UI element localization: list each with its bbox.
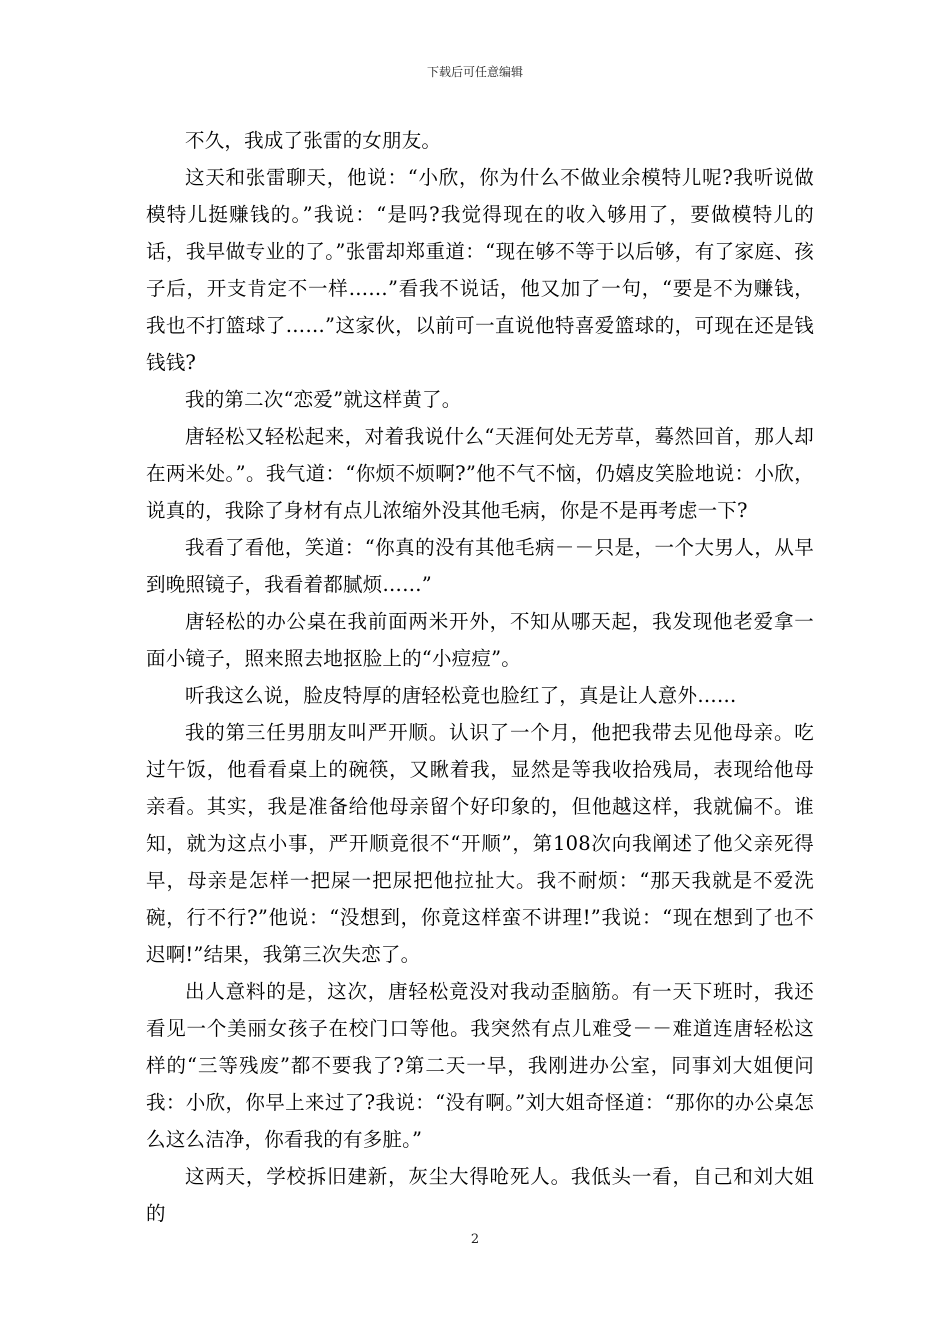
paragraph: 不久，我成了张雷的女朋友。 [185,129,442,152]
paragraph: 我的第二次“恋爱”就这样黄了。 [185,388,462,411]
paragraph: 这两天，学校拆旧建新，灰尘大得呛死人。我低头一看，自己和刘大姐的 [146,1165,814,1225]
page-number: 2 [470,1232,480,1247]
paragraph: 唐轻松的办公桌在我前面两米开外，不知从哪天起，我发现他老爱拿一面小镜子，照来照去地抠脸上的“小痘痘”。 [146,610,814,670]
paragraph: 这天和张雷聊天，他说：“小欣，你为什么不做业余模特儿呢?我听说做模特儿挺赚钱的。”我说：“是吗?我觉得现在的收入够用了，要做模特儿的话，我早做专业的了。”张雷却郑重道：“现在够不等于以后够，有了家庭、孩子后，开支肯定不一样……”看我不说话，他又加了一句，“要是不为赚钱，我也不打篮球了……”这家伙，以前可一直说他特喜爱篮球的，可现在还是钱钱钱? [146,166,814,374]
document-body [146,122,814,1232]
paragraph: 我看了看他，笑道：“你真的没有其他毛病－－只是，一个大男人，从早到晚照镜子，我看着都腻烦……” [146,536,814,596]
paragraph: 唐轻松又轻松起来，对着我说什么“天涯何处无芳草，蓦然回首，那人却在两米处。”。我气道：“你烦不烦啊?”他不气不恼，仍嬉皮笑脸地说：小欣，说真的，我除了身材有点儿浓缩外没其他毛病，你是不是再考虑一下? [146,425,814,522]
paragraph: 听我这么说，脸皮特厚的唐轻松竟也脸红了，真是让人意外…… [185,684,737,707]
page-header: 下载后可任意编辑 [426,65,523,79]
paragraph: 我的第三任男朋友叫严开顺。认识了一个月，他把我带去见他母亲。吃过午饭，他看看桌上的碗筷，又瞅着我，显然是等我收拾残局，表现给他母亲看。其实，我是准备给他母亲留个好印象的，但他越这样，我就偏不。谁知，就为这点小事，严开顺竟很不“开顺”，第108次向我阐述了他父亲死得早，母亲是怎样一把屎一把尿把他拉扯大。我不耐烦：“那天我就是不爱洗碗，行不行?”他说：“没想到，你竟这样蛮不讲理!”我说：“现在想到了也不迟啊!”结果，我第三次失恋了。 [146,721,814,966]
paragraph: 出人意料的是，这次，唐轻松竟没对我动歪脑筋。有一天下班时，我还看见一个美丽女孩子在校门口等他。我突然有点儿难受－－难道连唐轻松这样的“三等残废”都不要我了?第二天一早，我刚进办公室，同事刘大姐便问我：小欣，你早上来过了?我说：“没有啊。”刘大姐奇怪道：“那你的办公桌怎么这么洁净，你看我的有多脏。” [146,980,814,1151]
